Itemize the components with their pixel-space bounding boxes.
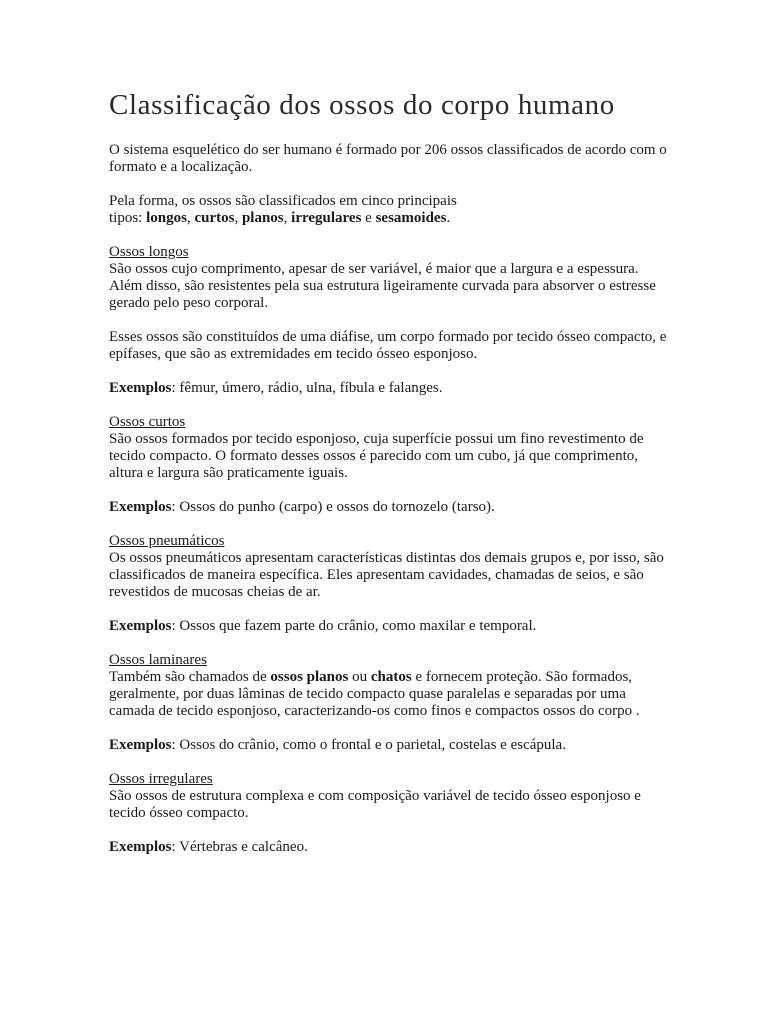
type-irregulares: irregulares <box>291 210 362 226</box>
type-planos: planos <box>241 210 284 226</box>
intro-paragraph-1: O sistema esquelético do ser humano é formado por 206 ossos classificados de acordo com o formato e a localização. <box>109 142 667 175</box>
section-ossos-longos <box>109 244 668 312</box>
type-longos: longos <box>146 210 187 226</box>
period: . <box>446 210 451 226</box>
examples-text: : fêmur, úmero, rádio, ulna, fíbula e falanges. <box>171 380 443 396</box>
examples-text: : Ossos do punho (carpo) e ossos do tornozelo (tarso). <box>171 499 495 515</box>
intro-line-1: Pela forma, os ossos são classificados em cinco principais <box>109 193 457 209</box>
section-heading: Ossos laminares <box>109 652 207 668</box>
tipos-label: tipos: <box>109 210 147 226</box>
text-run: Também são chamados de <box>109 669 271 685</box>
examples-line <box>109 839 668 856</box>
section-ossos-pneumaticos <box>109 533 668 601</box>
section-ossos-curtos <box>109 414 668 482</box>
section-heading: Ossos curtos <box>109 414 186 430</box>
separator: e <box>361 210 376 226</box>
page-title: Classificação dos ossos do corpo humano <box>109 89 615 121</box>
section-heading: Ossos pneumáticos <box>109 533 225 549</box>
section-heading: Ossos longos <box>109 244 189 260</box>
examples-line <box>109 618 668 635</box>
intro-paragraph-2 <box>109 193 668 227</box>
examples-line <box>109 737 668 754</box>
separator: , <box>186 210 195 226</box>
examples-line <box>109 380 668 397</box>
bold-term: ossos planos <box>270 669 349 685</box>
text-run: ou <box>348 669 371 685</box>
separator: , <box>234 210 242 226</box>
section-heading: Ossos irregulares <box>109 771 213 787</box>
section-paragraph: São ossos cujo comprimento, apesar de ser variável, é maior que a largura e a espessura. Além disso, são resistentes pela sua estrutura ligeiramente curvada para absorver o estresse gerado pelo peso corporal. <box>109 261 656 311</box>
section-paragraph: São ossos de estrutura complexa e com composição variável de tecido ósseo esponjoso e tecido ósseo compacto. <box>109 788 641 821</box>
section-paragraph: Os ossos pneumáticos apresentam características distintas dos demais grupos e, por isso, são classificados de maneira específica. Eles apresentam cavidades, chamadas de seios, e são revestidos de mucosas cheias de ar. <box>109 550 664 600</box>
examples-label: Exemplos <box>109 839 172 855</box>
section-paragraph: São ossos formados por tecido esponjoso, cuja superfície possui um fino revestimento de tecido compacto. O formato desses ossos é parecido com um cubo, já que comprimento, altura e largura são praticamente iguais. <box>109 431 644 481</box>
examples-text: : Ossos do crânio, como o frontal e o parietal, costelas e escápula. <box>171 737 566 753</box>
examples-label: Exemplos <box>109 380 172 396</box>
section-ossos-irregulares <box>109 771 668 822</box>
examples-label: Exemplos <box>109 499 172 515</box>
examples-text: : Ossos que fazem parte do crânio, como maxilar e temporal. <box>171 618 537 634</box>
examples-line <box>109 499 668 516</box>
section-paragraph-2: Esses ossos são constituídos de uma diáfise, um corpo formado por tecido ósseo compacto, e epífases, que são as extremidades em tecido ósseo esponjoso. <box>109 329 667 362</box>
examples-text: : Vértebras e calcâneo. <box>171 839 308 855</box>
bold-term: chatos <box>370 669 412 685</box>
examples-label: Exemplos <box>109 618 172 634</box>
examples-label: Exemplos <box>109 737 172 753</box>
separator: , <box>283 210 292 226</box>
section-ossos-laminares <box>109 652 668 720</box>
section-paragraph <box>109 669 640 719</box>
text-run: e fornecem proteção. São formados, geralmente, por duas lâminas de tecido compacto quase paralelas e separadas por uma camada de tecido esponjoso, caracterizando-os como finos e compactos ossos do corpo . <box>109 669 640 719</box>
type-sesamoides: sesamoides <box>375 210 447 226</box>
type-curtos: curtos <box>194 210 235 226</box>
